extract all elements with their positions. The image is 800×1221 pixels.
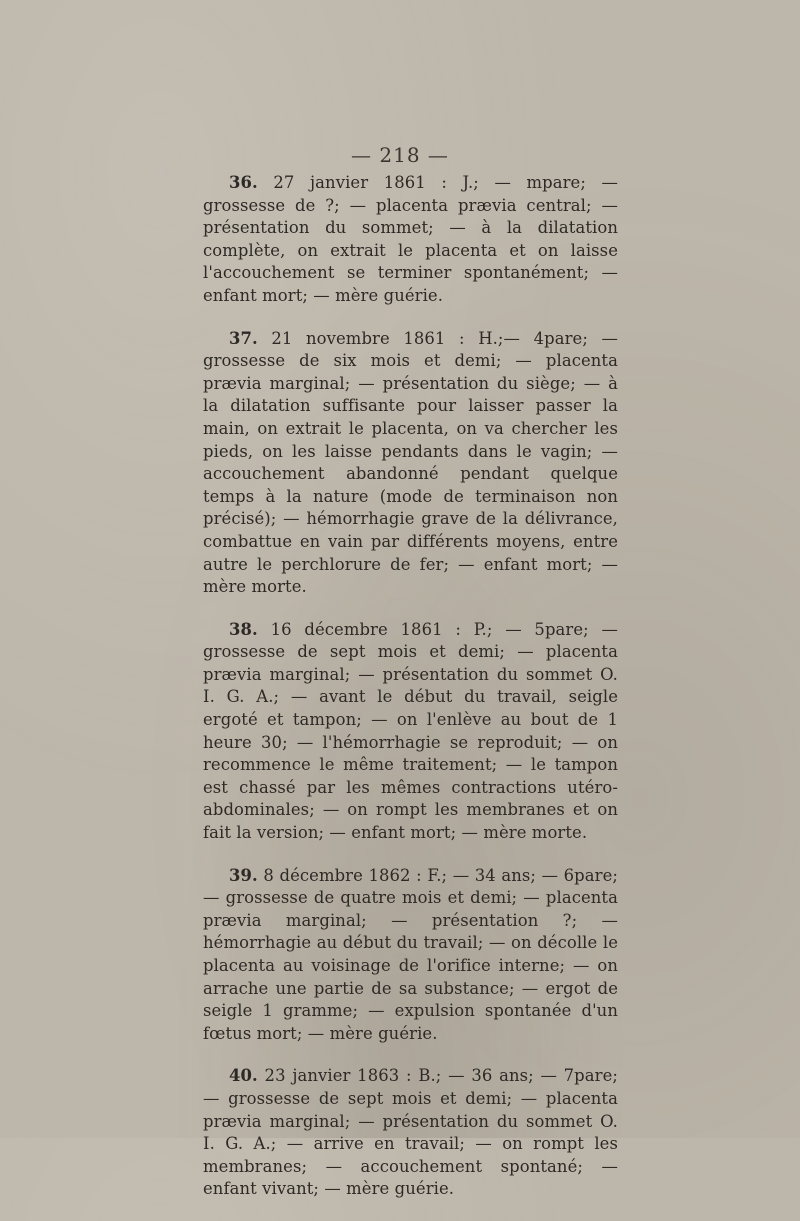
- observation-number: 39.: [229, 865, 258, 885]
- observation-36: [203, 172, 618, 308]
- observation-number: 40.: [229, 1066, 258, 1086]
- page-number: — 218 —: [351, 143, 449, 167]
- observation-number: 38.: [229, 619, 258, 639]
- observations-list: [203, 172, 618, 1221]
- observation-number: 36.: [229, 173, 258, 192]
- observation-text: 16 décembre 1861 : P.; — 5pare; — grossesse de sept mois et demi; — placenta prævia marginal; — présentation du sommet O. I. G. A.; — avant le début du travail, seigle ergoté et tampon; — on l'enlève au bout de 1 heure 30; — l'hémorrhagie se reproduit; — on recommence le même traitement; — le tampon est chassé par les mêmes contractions utéro-abdominales; — on rompt les membranes et on fait la version; — enfant mort; — mère morte.: [203, 619, 618, 843]
- observation-39: [203, 865, 618, 1046]
- observation-38: [203, 619, 618, 845]
- observation-number: 37.: [229, 328, 258, 348]
- observation-40: [203, 1065, 618, 1201]
- observation-text: 27 janvier 1861 : J.; — mpare; — grossesse de ?; — placenta prævia central; — présentation du sommet; — à la dilatation complète, on extrait le placenta et on laisse l'accouchement se terminer spontanément; — enfant mort; — mère guérie.: [203, 173, 618, 305]
- observation-text: 8 décembre 1862 : F.; — 34 ans; — 6pare; — grossesse de quatre mois et demi; — placenta prævia marginal; — présentation ?; — hémorrhagie au début du travail; — on décolle le placenta au voisinage de l'orifice interne; — on arrache une partie de sa substance; — ergot de seigle 1 gramme; — expulsion spontanée d'un fœtus mort; — mère guérie.: [203, 865, 618, 1043]
- observation-text: 21 novembre 1861 : H.;— 4pare; — grossesse de six mois et demi; — placenta prævia marginal; — présentation du siège; — à la dilatation suffisante pour laisser passer la main, on extrait le placenta, on va chercher les pieds, on les laisse pendants dans le vagin; — accouchement abandonné pendant quelque temps à la nature (mode de terminaison non précisé); — hémorrhagie grave de la délivrance, combattue en vain par différents moyens, entre autre le perchlorure de fer; — enfant mort; — mère morte.: [203, 328, 618, 597]
- observation-37: [203, 328, 618, 599]
- observation-text: 23 janvier 1863 : B.; — 36 ans; — 7pare; — grossesse de sept mois et demi; — placenta prævia marginal; — présentation du sommet O. I. G. A.; — arrive en travail; — on rompt les membranes; — accouchement spontané; — enfant vivant; — mère guérie.: [203, 1066, 619, 1199]
